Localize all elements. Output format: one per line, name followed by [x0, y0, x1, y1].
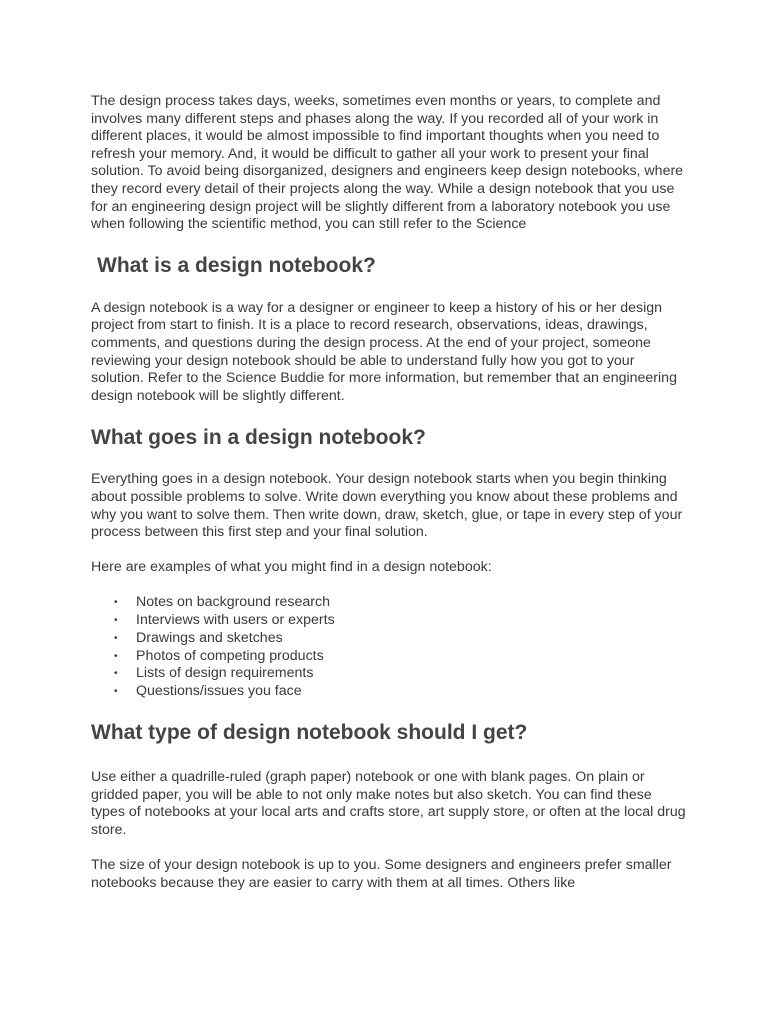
- notebook-type-paragraph: Use either a quadrille-ruled (graph paper) notebook or one with blank pages. On plain or gridded paper, you will be able to not only make notes but also sketch. You can find these types of notebooks at your local arts and crafts store, art supply store, or often at the local drug store.: [91, 769, 686, 838]
- list-item-text: Notes on background research: [136, 594, 331, 611]
- heading-what-goes-in-notebook: What goes in a design notebook?: [91, 426, 426, 450]
- bullet-icon: •: [114, 632, 118, 644]
- notebook-size-paragraph: The size of your design notebook is up to you. Some designers and engineers prefer smaller notebooks because they are easier to carry with them at all times. Others like: [91, 857, 672, 892]
- examples-lead-paragraph: Here are examples of what you might find in a design notebook:: [91, 558, 492, 575]
- list-item: [91, 648, 688, 666]
- list-item: [91, 630, 688, 648]
- heading-what-is-design-notebook: What is a design notebook?: [97, 253, 376, 277]
- list-item: [91, 594, 688, 612]
- examples-list: [91, 594, 688, 701]
- what-is-paragraph: A design notebook is a way for a designer or engineer to keep a history of his or her design project from start to finish. It is a place to record research, observations, ideas, drawings, comments, and questions during the design process. At the end of your project, someone reviewing your design notebook should be able to understand fully how you got to your solution. Refer to the Science Buddie for more information, but remember that an engineering design notebook will be slightly different.: [91, 299, 677, 404]
- heading-notebook-type: What type of design notebook should I get?: [91, 721, 528, 745]
- bullet-icon: •: [114, 668, 118, 680]
- bullet-icon: •: [114, 597, 118, 609]
- intro-paragraph: The design process takes days, weeks, sometimes even months or years, to complete and involves many different steps and phases along the way. If you recorded all of your work in different places, it would be almost impossible to find important thoughts when you need to refresh your memory. And, it would be difficult to gather all your work to present your final solution. To avoid being disorganized, designers and engineers keep design notebooks, where they record every detail of their projects along the way. While a design notebook that you use for an engineering design project will be slightly different from a laboratory notebook you use when following the scientific method, you can still refer to the Science: [91, 93, 684, 233]
- bullet-icon: •: [114, 650, 118, 662]
- bullet-icon: •: [114, 686, 118, 698]
- bullet-icon: •: [114, 615, 118, 627]
- list-item-text: Drawings and sketches: [136, 629, 283, 646]
- list-item: [91, 665, 688, 683]
- list-item: [91, 612, 688, 630]
- list-item-text: Photos of competing products: [136, 647, 324, 664]
- list-item: [91, 683, 688, 701]
- what-goes-paragraph: Everything goes in a design notebook. Your design notebook starts when you begin thinking about possible problems to solve. Write down everything you know about these problems and why you want to solve them. Then write down, draw, sketch, glue, or tape in every step of your process between this first step and your final solution.: [91, 471, 683, 541]
- list-item-text: Questions/issues you face: [136, 683, 302, 700]
- list-item-text: Lists of design requirements: [136, 665, 314, 682]
- list-item-text: Interviews with users or experts: [136, 612, 335, 629]
